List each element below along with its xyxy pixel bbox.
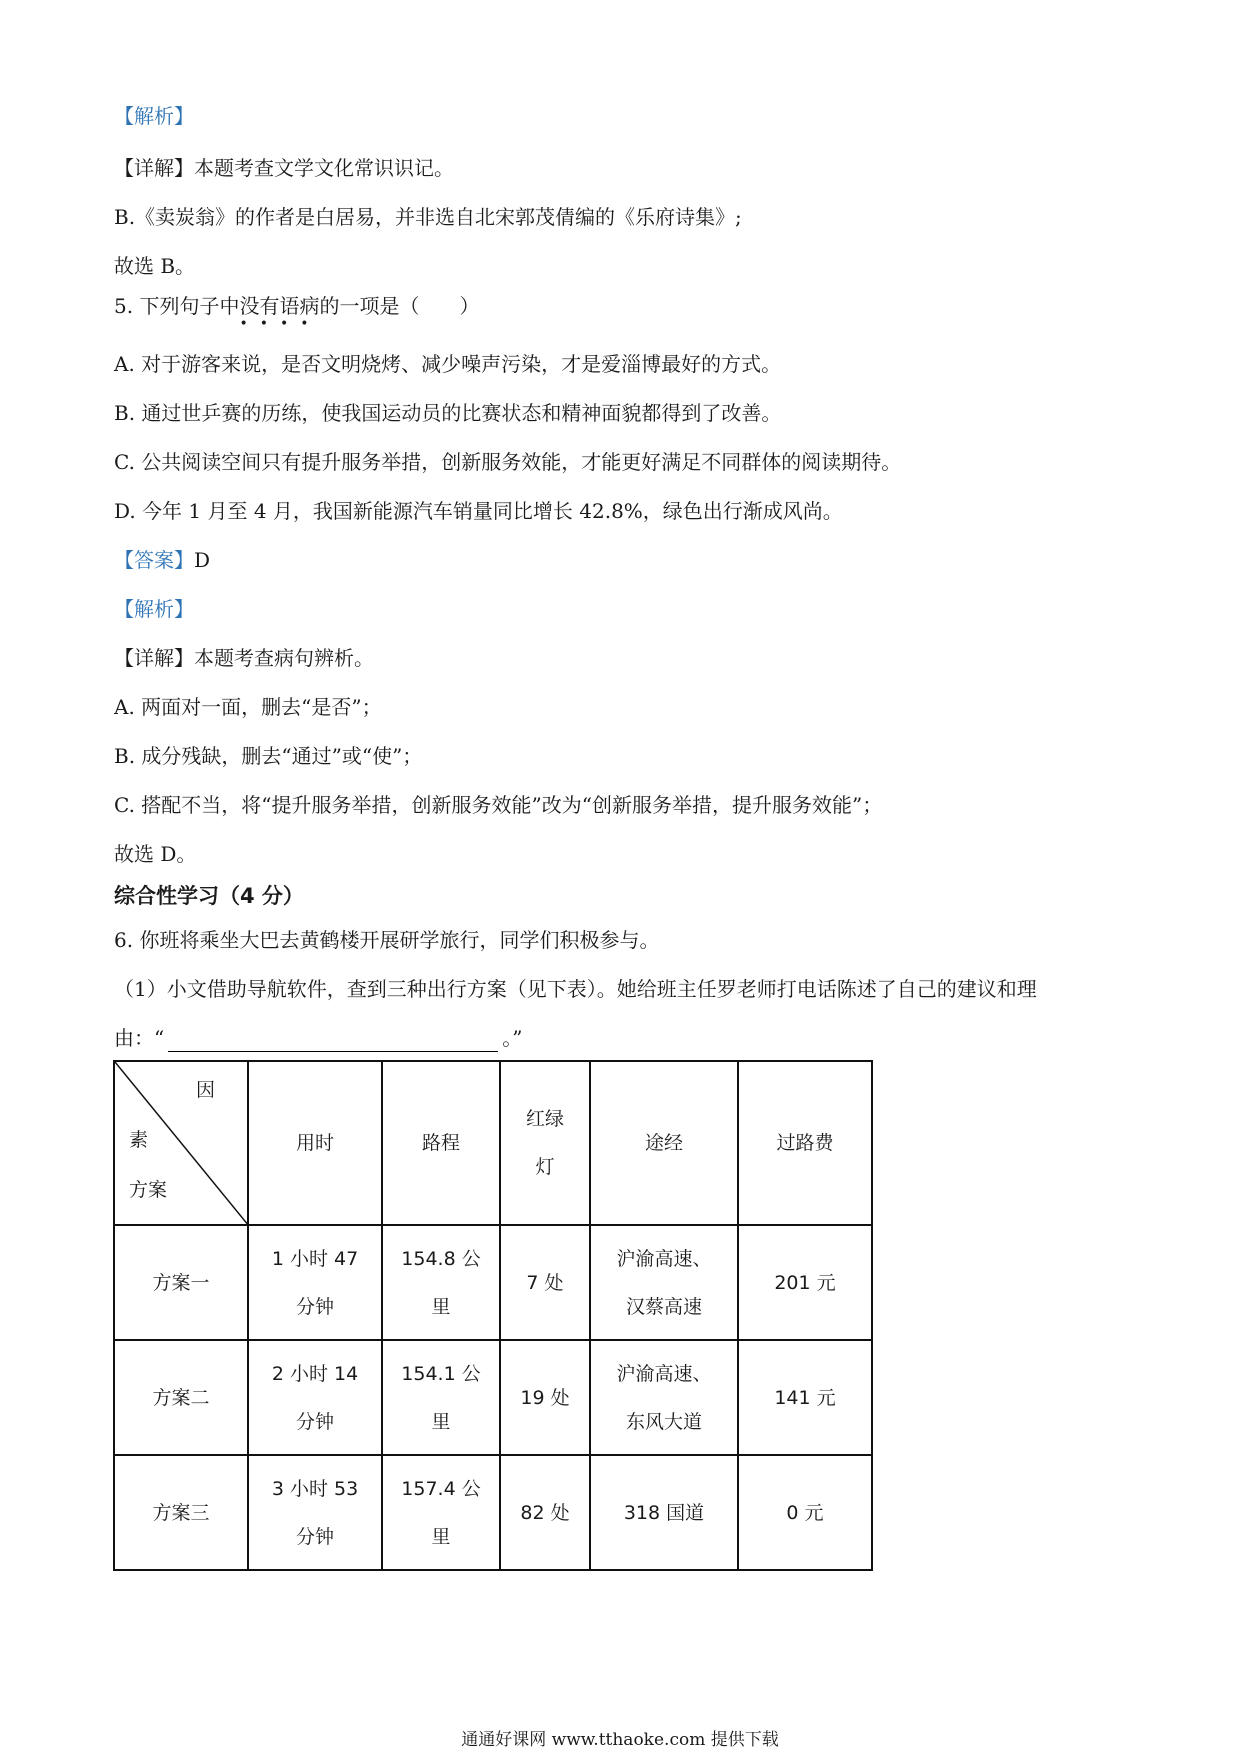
header-route: 途经 bbox=[590, 1061, 738, 1225]
plan-toll: 141 元 bbox=[738, 1340, 872, 1455]
answer-tag: 【答案】 bbox=[114, 548, 194, 572]
header-lights: 红绿 灯 bbox=[500, 1061, 590, 1225]
question-5 bbox=[114, 292, 480, 332]
plan-toll: 0 元 bbox=[738, 1455, 872, 1570]
answer-blank[interactable] bbox=[168, 1029, 498, 1052]
corner-header-cell bbox=[114, 1061, 248, 1225]
detail-line-1: 【详解】本题考查文学文化常识识记。 bbox=[114, 156, 454, 180]
header-distance: 路程 bbox=[382, 1061, 500, 1225]
plan-time: 2 小时 14 分钟 bbox=[248, 1340, 382, 1455]
analysis-heading-2: 【解析】 bbox=[114, 597, 194, 621]
question-5-prefix: 5. 下列句子中 bbox=[114, 294, 240, 318]
answer-value: D bbox=[194, 548, 211, 572]
choose-d: 故选 D。 bbox=[114, 842, 197, 866]
plan-time: 1 小时 47 分钟 bbox=[248, 1225, 382, 1340]
plan-lights: 19 处 bbox=[500, 1340, 590, 1455]
question-5-emphasis-text: 没有语病 bbox=[239, 294, 320, 318]
blank-prefix: 由：“ bbox=[114, 1026, 165, 1050]
table-row bbox=[114, 1225, 872, 1340]
plan-distance: 154.1 公 里 bbox=[382, 1340, 500, 1455]
plan-time: 3 小时 53 分钟 bbox=[248, 1455, 382, 1570]
plan-toll: 201 元 bbox=[738, 1225, 872, 1340]
plan-lights: 82 处 bbox=[500, 1455, 590, 1570]
table-header-row bbox=[114, 1061, 872, 1225]
option-d: D. 今年 1 月至 4 月，我国新能源汽车销量同比增长 42.8%，绿色出行渐成风尚。 bbox=[114, 499, 843, 523]
question-5-emphasis bbox=[239, 294, 321, 332]
section-title: 综合性学习（4 分） bbox=[114, 884, 304, 908]
emphasis-dots: •••• bbox=[239, 316, 321, 332]
fix-b: B. 成分残缺，删去“通过”或“使”； bbox=[114, 744, 423, 768]
header-time: 用时 bbox=[248, 1061, 382, 1225]
option-b: B. 通过世乒赛的历练，使我国运动员的比赛状态和精神面貌都得到了改善。 bbox=[114, 401, 782, 425]
plan-name: 方案二 bbox=[114, 1340, 248, 1455]
option-a: A. 对于游客来说，是否文明烧烤、减少噪声污染，才是爱淄博最好的方式。 bbox=[114, 352, 782, 376]
plan-name: 方案一 bbox=[114, 1225, 248, 1340]
explanation-b: B.《卖炭翁》的作者是白居易，并非选自北宋郭茂倩编的《乐府诗集》; bbox=[114, 205, 742, 229]
question-6: 6. 你班将乘坐大巴去黄鹤楼开展研学旅行，同学们积极参与。 bbox=[114, 928, 660, 952]
header-toll: 过路费 bbox=[738, 1061, 872, 1225]
plan-lights: 7 处 bbox=[500, 1225, 590, 1340]
question-6-1-cont bbox=[114, 1024, 522, 1052]
plan-route: 沪渝高速、 汉蔡高速 bbox=[590, 1225, 738, 1340]
corner-label-top: 因 bbox=[195, 1079, 215, 1101]
route-plan-table bbox=[113, 1060, 873, 1571]
plan-distance: 154.8 公 里 bbox=[382, 1225, 500, 1340]
option-c: C. 公共阅读空间只有提升服务举措，创新服务效能，才能更好满足不同群体的阅读期待。 bbox=[114, 450, 902, 474]
blank-suffix: 。” bbox=[502, 1026, 523, 1050]
plan-route: 沪渝高速、 东风大道 bbox=[590, 1340, 738, 1455]
page-footer: 通通好课网 www.tthaoke.com 提供下载 bbox=[461, 1730, 779, 1750]
plan-name: 方案三 bbox=[114, 1455, 248, 1570]
plan-distance: 157.4 公 里 bbox=[382, 1455, 500, 1570]
fix-a: A. 两面对一面，删去“是否”； bbox=[114, 695, 382, 719]
analysis-heading-1: 【解析】 bbox=[114, 104, 194, 128]
question-6-1: （1）小文借助导航软件，查到三种出行方案（见下表）。她给班主任罗老师打电话陈述了自己的建议和理 bbox=[114, 977, 1037, 1001]
choose-b: 故选 B。 bbox=[114, 254, 196, 278]
plan-route: 318 国道 bbox=[590, 1455, 738, 1570]
answer-line bbox=[114, 546, 210, 574]
table-row bbox=[114, 1455, 872, 1570]
corner-label-mid: 素 bbox=[129, 1129, 149, 1151]
question-5-suffix: 的一项是（ ） bbox=[319, 294, 480, 318]
table-row bbox=[114, 1340, 872, 1455]
fix-c: C. 搭配不当，将“提升服务举措，创新服务效能”改为“创新服务举措，提升服务效能”； bbox=[114, 793, 883, 817]
detail-line-2: 【详解】本题考查病句辨析。 bbox=[114, 646, 374, 670]
corner-label-bottom: 方案 bbox=[129, 1179, 168, 1201]
